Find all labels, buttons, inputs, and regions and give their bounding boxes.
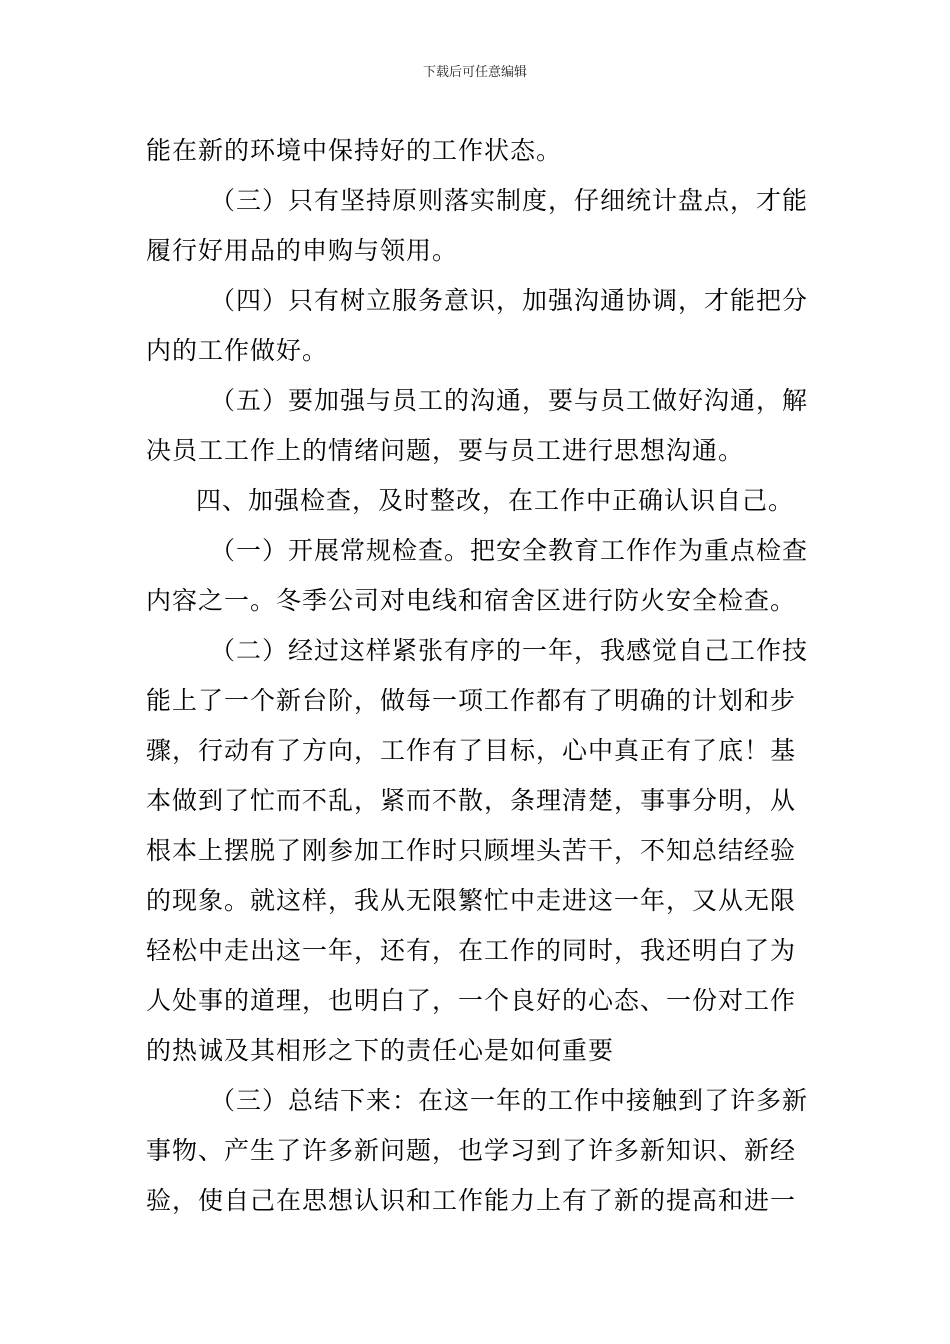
paragraph-line: 内容之一。冬季公司对电线和宿舍区进行防火安全检查。	[146, 586, 797, 615]
paragraph-line: 的热诚及其相形之下的责任心是如何重要	[146, 1036, 615, 1065]
paragraph-line: （一）开展常规检查。把安全教育工作作为重点检查	[210, 536, 809, 565]
section-heading: 四、加强检查，及时整改，在工作中正确认识自己。	[196, 486, 795, 515]
paragraph-line: （三）总结下来：在这一年的工作中接触到了许多新	[210, 1086, 809, 1115]
paragraph-line: 事物、产生了许多新问题，也学习到了许多新知识、新经	[146, 1136, 797, 1165]
page-header: 下载后可任意编辑	[422, 65, 527, 80]
paragraph-line: 能在新的环境中保持好的工作状态。	[146, 136, 563, 165]
paragraph-line: 履行好用品的申购与领用。	[146, 236, 459, 265]
paragraph-line: （二）经过这样紧张有序的一年，我感觉自己工作技	[210, 636, 809, 665]
paragraph-line: 本做到了忙而不乱，紧而不散，条理清楚，事事分明，从	[146, 786, 797, 815]
paragraph-line: 人处事的道理，也明白了，一个良好的心态、一份对工作	[146, 986, 797, 1015]
paragraph-line: 根本上摆脱了刚参加工作时只顾埋头苦干，不知总结经验	[146, 836, 797, 865]
paragraph-line: 决员工工作上的情绪问题，要与员工进行思想沟通。	[146, 436, 745, 465]
paragraph-line: （四）只有树立服务意识，加强沟通协调，才能把分	[210, 286, 809, 315]
paragraph-line: 内的工作做好。	[146, 336, 329, 365]
paragraph-line: （五）要加强与员工的沟通，要与员工做好沟通，解	[210, 386, 809, 415]
paragraph-line: 骤，行动有了方向，工作有了目标，心中真正有了底！基	[146, 736, 797, 765]
paragraph-line: 能上了一个新台阶，做每一项工作都有了明确的计划和步	[146, 686, 797, 715]
paragraph-line: 的现象。就这样，我从无限繁忙中走进这一年，又从无限	[146, 886, 797, 915]
document-body	[146, 126, 810, 1226]
paragraph-line: （三）只有坚持原则落实制度，仔细统计盘点，才能	[210, 186, 809, 215]
paragraph-line: 轻松中走出这一年，还有，在工作的同时，我还明白了为	[146, 936, 797, 965]
paragraph-line: 验，使自己在思想认识和工作能力上有了新的提高和进一	[146, 1186, 797, 1215]
